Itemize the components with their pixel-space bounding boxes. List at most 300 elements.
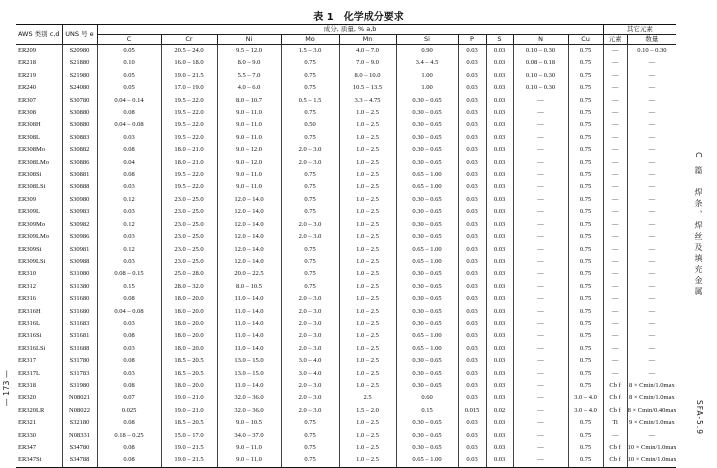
cell-other-amount: — [627,57,676,69]
cell-aws-class: ER318 [18,381,37,389]
cell-ni: 32.0 – 36.0 [217,392,281,404]
cell-cu: 0.75 [568,95,603,107]
cell-cu: 0.75 [568,318,603,330]
cell-s: 0.03 [486,318,513,330]
cell-mo: 2.0 – 3.0 [281,231,339,243]
cell-n: — [513,132,568,144]
cell-n: — [513,281,568,293]
cell-ni: 12.0 – 14.0 [217,231,281,243]
cell-other-element: — [603,70,627,82]
cell-other-element: Cb f [603,380,627,392]
cell-p: 0.03 [458,355,486,367]
cell-uns-number: S32180 [62,417,97,429]
cell-aws-class: ER316Si [18,332,42,340]
cell-aws-class: ER310 [18,270,37,278]
cell-mn: 1.0 – 2.5 [339,442,396,454]
cell-cu: 0.75 [568,454,603,467]
table-row [16,368,676,380]
cell-cr: 19.0 – 21.5 [161,442,217,454]
cell-p: 0.03 [458,119,486,131]
cell-uns-number: S31980 [62,380,97,392]
cell-aws-class: ER309LMo [18,233,50,241]
cell-other-element: — [603,293,627,305]
cell-mo: 1.5 – 3.0 [281,45,339,58]
cell-other-amount: — [627,330,676,342]
cell-cu: 0.75 [568,417,603,429]
cell-ni: 12.0 – 14.0 [217,219,281,231]
cell-mn: 1.5 – 2.0 [339,405,396,417]
cell-other-amount: — [627,157,676,169]
cell-uns-number: S34788 [62,454,97,467]
cell-n: 0.10 – 0.30 [513,45,568,58]
cell-cr: 17.0 – 19.0 [161,82,217,94]
cell-cr: 16.0 – 18.0 [161,57,217,69]
cell-uns-number: S21880 [62,57,97,69]
cell-p: 0.03 [458,380,486,392]
cell-uns-number: S24080 [62,82,97,94]
cell-other-element: — [603,45,627,58]
cell-s: 0.03 [486,219,513,231]
cell-cr: 20.5 – 24.0 [161,45,217,58]
cell-cu: 0.75 [568,82,603,94]
cell-mn: 1.0 – 2.5 [339,343,396,355]
cell-other-element: — [603,256,627,268]
cell-p: 0.03 [458,281,486,293]
cell-n: — [513,256,568,268]
cell-other-amount: — [627,206,676,218]
side-spec-number: SFA-5.9 [695,400,704,435]
cell-mo: 0.75 [281,417,339,429]
cell-n: — [513,442,568,454]
cell-other-element: — [603,343,627,355]
cell-c: 0.05 [97,70,161,82]
cell-aws-class: ER317L [18,369,41,377]
cell-n: — [513,405,568,417]
cell-cr: 23.0 – 25.0 [161,194,217,206]
cell-aws-class: ER308Si [18,171,42,179]
cell-n: — [513,206,568,218]
table-row [16,181,676,193]
cell-aws-class: ER219 [18,71,37,79]
header-col-mn: Mn [339,35,396,45]
cell-other-element: — [603,231,627,243]
header-col-amount: 数量 [627,35,676,45]
cell-s: 0.03 [486,70,513,82]
cell-p: 0.03 [458,219,486,231]
cell-mn: 10.5 – 13.5 [339,82,396,94]
cell-ni: 9.5 – 12.0 [217,45,281,58]
table-row [16,380,676,392]
cell-s: 0.03 [486,268,513,280]
cell-ni: 9.0 – 11.0 [217,454,281,467]
cell-mo: 2.0 – 3.0 [281,144,339,156]
cell-c: 0.03 [97,231,161,243]
cell-mo: 3.0 – 4.0 [281,355,339,367]
header-col-si: Si [396,35,458,45]
cell-n: — [513,181,568,193]
cell-n: — [513,430,568,442]
cell-ni: 11.0 – 14.0 [217,318,281,330]
cell-uns-number: S31680 [62,293,97,305]
cell-cr: 23.0 – 25.0 [161,219,217,231]
cell-s: 0.03 [486,95,513,107]
cell-p: 0.03 [458,244,486,256]
cell-si: 0.30 – 0.65 [396,380,458,392]
cell-other-element: — [603,355,627,367]
cell-cu: 0.75 [568,157,603,169]
cell-mo: 2.0 – 3.0 [281,306,339,318]
cell-si: 0.30 – 0.65 [396,368,458,380]
cell-mo: 0.75 [281,82,339,94]
cell-cu: 0.75 [568,343,603,355]
cell-mn: 1.0 – 2.5 [339,368,396,380]
table-row [16,306,676,318]
header-composition-group: 成分, 质量, % a,b [97,25,603,35]
cell-p: 0.03 [458,194,486,206]
cell-mo: 0.75 [281,169,339,181]
cell-n: — [513,144,568,156]
cell-c: 0.08 [97,330,161,342]
cell-cr: 15.0 – 17.0 [161,430,217,442]
cell-cr: 19.0 – 21.5 [161,70,217,82]
cell-s: 0.03 [486,169,513,181]
cell-other-amount: — [627,231,676,243]
cell-si: 0.30 – 0.65 [396,119,458,131]
cell-aws-class: ER321 [18,419,37,427]
cell-p: 0.03 [458,70,486,82]
cell-cu: 0.75 [568,380,603,392]
cell-uns-number: N08021 [62,392,97,404]
cell-p: 0.03 [458,306,486,318]
cell-cu: 0.75 [568,355,603,367]
cell-c: 0.08 [97,454,161,467]
cell-other-element: — [603,244,627,256]
cell-aws-class: ER320 [18,394,37,402]
cell-p: 0.03 [458,169,486,181]
cell-mn: 1.0 – 2.5 [339,206,396,218]
cell-mo: 0.75 [281,181,339,193]
table-row [16,206,676,218]
cell-mn: 2.5 [339,392,396,404]
cell-n: — [513,119,568,131]
cell-other-amount: 10 × Cmin/1.0max [627,442,676,454]
cell-c: 0.05 [97,45,161,58]
cell-p: 0.03 [458,107,486,119]
cell-mn: 4.0 – 7.0 [339,45,396,58]
cell-other-element: — [603,144,627,156]
cell-cr: 18.0 – 20.0 [161,343,217,355]
cell-mn: 1.0 – 2.5 [339,293,396,305]
cell-mn: 1.0 – 2.5 [339,132,396,144]
cell-mn: 7.0 – 9.0 [339,57,396,69]
cell-other-element: — [603,206,627,218]
cell-other-amount: — [627,244,676,256]
cell-aws-class: ER347 [18,444,37,451]
cell-si: 0.30 – 0.65 [396,132,458,144]
cell-c: 0.025 [97,405,161,417]
cell-mo: 0.75 [281,442,339,454]
cell-uns-number: S30981 [62,244,97,256]
cell-mo: 0.75 [281,454,339,467]
cell-mn: 1.0 – 2.5 [339,318,396,330]
cell-uns-number: S30986 [62,231,97,243]
cell-uns-number: S31688 [62,343,97,355]
cell-cu: 0.75 [568,206,603,218]
table-row [16,169,676,181]
cell-mn: 1.0 – 2.5 [339,256,396,268]
cell-other-element: — [603,306,627,318]
cell-n: 0.10 – 0.30 [513,82,568,94]
cell-other-amount: — [627,368,676,380]
cell-ni: 9.0 – 11.0 [217,442,281,454]
cell-s: 0.03 [486,392,513,404]
cell-aws-class: ER316LSi [18,344,46,352]
page-number: — 173 — [2,370,11,407]
header-col-s: S [486,35,513,45]
cell-cu: 0.75 [568,57,603,69]
cell-other-amount: — [627,119,676,131]
cell-s: 0.02 [486,405,513,417]
cell-mo: 0.75 [281,430,339,442]
cell-p: 0.03 [458,82,486,94]
cell-ni: 11.0 – 14.0 [217,293,281,305]
cell-aws-class: ER308 [18,109,37,117]
cell-c: 0.04 – 0.08 [97,306,161,318]
cell-aws-class: ER308LSi [18,183,46,191]
cell-cr: 19.5 – 22.0 [161,119,217,131]
cell-aws-class: ER309LSi [18,257,46,265]
cell-mo: 0.75 [281,268,339,280]
cell-uns-number: S30886 [62,157,97,169]
header-col-cu: Cu [568,35,603,45]
table-row [16,256,676,268]
cell-cu: 0.75 [568,281,603,293]
cell-other-amount: 8 × Cmin/1.0max [627,392,676,404]
cell-mn: 1.0 – 2.5 [339,244,396,256]
cell-mn: 3.3 – 4.75 [339,95,396,107]
cell-cu: 3.0 – 4.0 [568,392,603,404]
cell-mo: 2.0 – 3.0 [281,293,339,305]
cell-c: 0.08 [97,417,161,429]
cell-cr: 18.0 – 20.0 [161,330,217,342]
cell-p: 0.03 [458,132,486,144]
cell-other-element: Cb f [603,442,627,454]
cell-p: 0.015 [458,405,486,417]
side-section-label: C 篇 焊条、焊丝及填充金属 [694,152,703,299]
cell-mn: 8.0 – 10.0 [339,70,396,82]
cell-n: — [513,169,568,181]
cell-si: 0.90 [396,45,458,58]
cell-uns-number: S30780 [62,95,97,107]
cell-other-amount: — [627,95,676,107]
cell-uns-number: S31783 [62,368,97,380]
cell-cr: 18.5 – 20.5 [161,355,217,367]
header-col-mo: Mo [281,35,339,45]
cell-other-amount: — [627,281,676,293]
cell-ni: 9.0 – 11.0 [217,181,281,193]
header-col-cr: Cr [161,35,217,45]
cell-p: 0.03 [458,181,486,193]
cell-aws-class: ER308L [18,133,41,141]
cell-aws-class: ER316L [18,319,41,327]
cell-other-amount: — [627,194,676,206]
cell-other-element: — [603,318,627,330]
cell-p: 0.03 [458,95,486,107]
cell-s: 0.03 [486,82,513,94]
cell-cr: 28.0 – 32.0 [161,281,217,293]
cell-other-element: — [603,107,627,119]
cell-cr: 19.5 – 22.0 [161,95,217,107]
cell-uns-number: S31681 [62,330,97,342]
cell-mn: 1.0 – 2.5 [339,107,396,119]
cell-p: 0.03 [458,318,486,330]
cell-s: 0.03 [486,380,513,392]
cell-other-element: — [603,281,627,293]
cell-ni: 8.0 – 10.7 [217,95,281,107]
cell-other-amount: 8 × Cmin/1.0max [627,380,676,392]
cell-ni: 13.0 – 15.0 [217,355,281,367]
cell-ni: 4.0 – 6.0 [217,82,281,94]
cell-other-element: Cb f [603,454,627,467]
cell-mn: 1.0 – 2.5 [339,417,396,429]
cell-mn: 1.0 – 2.5 [339,144,396,156]
cell-cu: 0.75 [568,368,603,380]
cell-mo: 0.75 [281,194,339,206]
table-row [16,107,676,119]
cell-aws-class: ER309Si [18,245,42,253]
cell-aws-class: ER317 [18,357,37,365]
cell-ni: 8.0 – 9.0 [217,57,281,69]
cell-cu: 3.0 – 4.0 [568,405,603,417]
cell-uns-number: S34780 [62,442,97,454]
cell-ni: 9.0 – 12.0 [217,144,281,156]
cell-c: 0.04 – 0.08 [97,119,161,131]
cell-si: 0.30 – 0.65 [396,157,458,169]
cell-ni: 9.0 – 11.0 [217,119,281,131]
cell-si: 0.30 – 0.65 [396,417,458,429]
cell-ni: 12.0 – 14.0 [217,194,281,206]
cell-mo: 2.0 – 3.0 [281,157,339,169]
cell-cu: 0.75 [568,194,603,206]
table-row [16,57,676,69]
table-row [16,194,676,206]
cell-s: 0.03 [486,355,513,367]
cell-cu: 0.75 [568,70,603,82]
table-row [16,219,676,231]
cell-si: 0.30 – 0.65 [396,107,458,119]
cell-uns-number: S30888 [62,181,97,193]
table-row [16,82,676,94]
cell-cu: 0.75 [568,293,603,305]
cell-cr: 19.0 – 21.0 [161,405,217,417]
cell-c: 0.07 [97,392,161,404]
table-row [16,132,676,144]
cell-s: 0.03 [486,330,513,342]
cell-mn: 1.0 – 2.5 [339,231,396,243]
cell-aws-class: ER320LR [18,406,45,414]
cell-ni: 12.0 – 14.0 [217,244,281,256]
cell-p: 0.03 [458,144,486,156]
cell-s: 0.03 [486,107,513,119]
cell-cr: 23.0 – 25.0 [161,244,217,256]
cell-s: 0.03 [486,256,513,268]
cell-other-element: — [603,330,627,342]
cell-ni: 12.0 – 14.0 [217,256,281,268]
table-row [16,119,676,131]
cell-aws-class: ER330 [18,431,37,439]
table-row [16,95,676,107]
cell-c: 0.03 [97,368,161,380]
cell-cu: 0.75 [568,244,603,256]
header-col-c: C [97,35,161,45]
cell-cu: 0.75 [568,45,603,58]
cell-si: 0.30 – 0.65 [396,219,458,231]
cell-n: — [513,318,568,330]
table-row [16,355,676,367]
table-row [16,430,676,442]
cell-c: 0.08 [97,107,161,119]
cell-p: 0.03 [458,268,486,280]
cell-cr: 19.0 – 21.0 [161,392,217,404]
cell-ni: 9.0 – 11.0 [217,107,281,119]
cell-other-element: — [603,169,627,181]
cell-s: 0.03 [486,57,513,69]
cell-c: 0.04 – 0.14 [97,95,161,107]
cell-n: — [513,306,568,318]
cell-cr: 19.5 – 22.0 [161,181,217,193]
cell-other-element: — [603,219,627,231]
cell-mo: 2.0 – 3.0 [281,405,339,417]
cell-mo: 2.0 – 3.0 [281,330,339,342]
composition-table-container [16,24,676,468]
table-row [16,268,676,280]
cell-cr: 18.5 – 20.5 [161,417,217,429]
cell-cu: 0.75 [568,107,603,119]
cell-mo: 0.75 [281,206,339,218]
table-row [16,45,676,58]
cell-uns-number: S30880 [62,107,97,119]
cell-s: 0.03 [486,293,513,305]
cell-c: 0.08 – 0.15 [97,268,161,280]
cell-uns-number: S31080 [62,268,97,280]
cell-s: 0.03 [486,306,513,318]
cell-mn: 1.0 – 2.5 [339,119,396,131]
cell-other-amount: — [627,169,676,181]
cell-ni: 9.0 – 11.0 [217,132,281,144]
cell-s: 0.03 [486,194,513,206]
cell-cu: 0.75 [568,181,603,193]
table-row [16,392,676,404]
cell-c: 0.08 [97,293,161,305]
cell-uns-number: S20980 [62,45,97,58]
cell-uns-number: S30980 [62,194,97,206]
cell-cr: 19.5 – 22.0 [161,169,217,181]
cell-si: 0.60 [396,392,458,404]
cell-n: — [513,343,568,355]
cell-ni: 34.0 – 37.0 [217,430,281,442]
cell-aws-class: ER308LMo [18,158,50,166]
cell-uns-number: N08331 [62,430,97,442]
cell-cu: 0.75 [568,169,603,181]
cell-cr: 18.0 – 21.0 [161,157,217,169]
cell-other-amount: — [627,82,676,94]
cell-mo: 0.75 [281,107,339,119]
cell-s: 0.03 [486,231,513,243]
cell-aws-class: ER309Mo [18,220,46,228]
cell-mo: 2.0 – 3.0 [281,380,339,392]
cell-n: — [513,293,568,305]
cell-ni: 11.0 – 14.0 [217,330,281,342]
